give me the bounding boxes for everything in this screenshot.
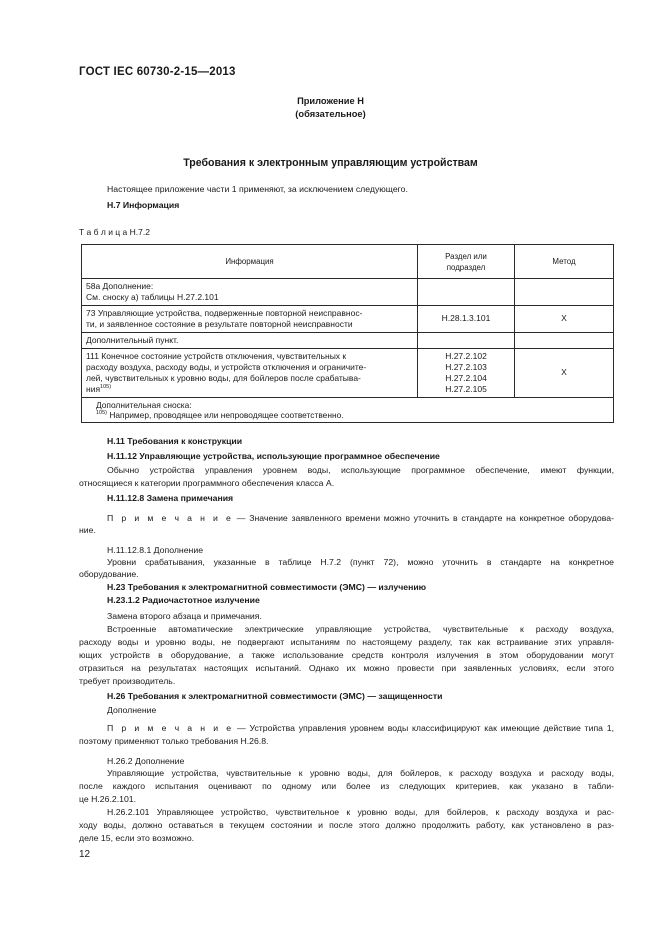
header-section-line1: Раздел или xyxy=(445,251,487,261)
note-2-line2: поэтому применяют только требования Н.26.8. xyxy=(79,736,269,746)
page-number: 12 xyxy=(79,849,91,860)
row4-section-4: Н.27.2.105 xyxy=(445,384,487,395)
table-header-row xyxy=(82,245,614,279)
section-heading-h23: Н.23 Требования к электромагнитной совместимости (ЭМС) — излучению xyxy=(107,582,427,592)
section-heading-h23-1-2: Н.23.1.2 Радиочастотное излучение xyxy=(107,595,260,605)
paragraph-4-line4: отразиться на результатах настоящих испытаний. Однако их можно провести при заявленных условиях, если этого xyxy=(79,663,614,673)
row1-line1: 58а Дополнение: xyxy=(86,280,154,291)
note-1-label: П р и м е ч а н и е xyxy=(107,513,234,523)
row4-line1: 111 Конечное состояние устройств отключения, чувствительных к xyxy=(86,350,347,361)
paragraph-4-line5: требует производитель. xyxy=(79,676,176,686)
table-caption: Т а б л и ц а Н.7.2 xyxy=(79,227,150,237)
paragraph-7-line2: ходу воды, должно оставаться в текущем состоянии и после этого должно продолжить работу, как установлено в раз- xyxy=(79,820,614,830)
paragraph-6-line1: Управляющие устройства, чувствительные к уровню воды, для бойлеров, к расходу воздуха и расходу воды, xyxy=(107,768,614,778)
row4-line4 xyxy=(86,384,413,395)
appendix-name: Приложение Н xyxy=(297,96,364,106)
row2-info xyxy=(82,306,418,333)
table-row xyxy=(82,306,614,333)
row3-method xyxy=(515,333,614,349)
subsection-h26-2: Н.26.2 Дополнение xyxy=(107,756,185,766)
paragraph-1-line2: относящиеся к категории программного обеспечения класса А. xyxy=(79,478,335,488)
section-heading-h26: Н.26 Требования к электромагнитной совместимости (ЭМС) — защищенности xyxy=(107,691,443,701)
paragraph-4-line3: ющих устройств в оборудование, а также использование средств контроля излучения в этом оборудовании могут xyxy=(79,650,614,660)
row2-line1: 73 Управляющие устройства, подверженные повторной неисправнос- xyxy=(86,307,363,318)
header-section xyxy=(418,245,515,279)
row1-section xyxy=(418,279,515,306)
table-row xyxy=(82,279,614,306)
row4-section xyxy=(418,349,515,398)
table-note-line2 xyxy=(96,410,609,421)
row1-method xyxy=(515,279,614,306)
paragraph-3: Замена второго абзаца и примечания. xyxy=(107,611,262,621)
row4-line3: лей, чувствительных к уровню воды, для бойлеров после срабатыва- xyxy=(86,373,361,383)
note-2-text: — Устройства управления уровнем воды классифицируют как имеющие действие типа 1, xyxy=(233,723,614,733)
row4-info xyxy=(82,349,418,398)
table-note-text: Например, проводящее или непроводящее соответственно. xyxy=(107,410,344,420)
row3-section xyxy=(418,333,515,349)
note-2-line1 xyxy=(107,722,614,734)
paragraph-1-line1: Обычно устройства управления уровнем воды, использующие программное обеспечение, имеют функции, xyxy=(107,465,614,475)
paragraph-2-line1: Уровни срабатывания, указанные в таблице Н.7.2 (пункт 72), можно уточнить в стандарте на конкретное xyxy=(107,557,614,567)
header-method: Метод xyxy=(515,245,614,279)
section-heading-h7: Н.7 Информация xyxy=(107,200,180,210)
row4-line4-text: ния xyxy=(86,384,101,395)
table-note xyxy=(82,398,614,423)
table-row xyxy=(82,333,614,349)
paragraph-4-line1: Встроенные автоматические электрические управляющие устройства, чувствительные к расходу воздуха, xyxy=(107,624,614,634)
table-note-line1: Дополнительная сноска: xyxy=(96,399,192,410)
header-info: Информация xyxy=(82,245,418,279)
footnote-ref-105: 105) xyxy=(100,384,112,391)
document-title: Требования к электронным управляющим устройствам xyxy=(183,157,478,169)
row1-line2: См. сноску а) таблицы Н.27.2.101 xyxy=(86,292,219,302)
paragraph-5: Дополнение xyxy=(107,705,157,715)
table-row xyxy=(82,349,614,398)
row2-method: Х xyxy=(515,306,614,333)
section-heading-h11: Н.11 Требования к конструкции xyxy=(107,436,243,446)
table-note-row xyxy=(82,398,614,423)
row4-section-1: Н.27.2.102 xyxy=(445,350,487,361)
row2-section: Н.28.1.3.101 xyxy=(418,306,515,333)
header-section-line2: подраздел xyxy=(446,262,486,272)
note-1-line1 xyxy=(107,512,614,524)
document-header: ГОСТ IEC 60730-2-15—2013 xyxy=(79,66,236,78)
table-note-sup: 105) xyxy=(96,410,108,417)
appendix-status: (обязательное) xyxy=(295,109,366,119)
paragraph-6-line3: це Н.26.2.101. xyxy=(79,794,137,804)
paragraph-7-line1: Н.26.2.101 Управляющее устройство, чувствительное к уровню воды, для бойлеров, к расходу воздуха и рас- xyxy=(107,807,614,817)
paragraph-4-line2: расходу воды и уровню воды, не подвергают испытаниям по настоящему разделу, так как встраивание этих управля- xyxy=(79,637,614,647)
section-heading-h11-12: Н.11.12 Управляющие устройства, использующие программное обеспечение xyxy=(107,451,440,461)
row3-info: Дополнительный пункт. xyxy=(82,333,418,349)
row1-info xyxy=(82,279,418,306)
note-1-text: — Значение заявленного времени можно уточнить в стандарте на конкретное оборудова- xyxy=(233,513,614,523)
row2-line2: ти, и заявленное состояние в результате повторной неисправности xyxy=(86,319,353,329)
info-table xyxy=(81,244,614,423)
paragraph-7-line3: деле 15, если это возможно. xyxy=(79,833,195,843)
paragraph-6-line2: после каждого испытания оценивают по одному или более из следующих критериев, как указано в табли- xyxy=(79,781,614,791)
paragraph-2-line2: оборудование. xyxy=(79,569,139,579)
row4-method: Х xyxy=(515,349,614,398)
note-2-label: П р и м е ч а н и е xyxy=(107,723,234,733)
section-heading-h11-12-8: Н.11.12.8 Замена примечания xyxy=(107,493,234,503)
subsection-h11-12-8-1: Н.11.12.8.1 Дополнение xyxy=(107,545,204,555)
note-1-line2: ние. xyxy=(79,525,96,535)
intro-paragraph: Настоящее приложение части 1 применяют, за исключением следующего. xyxy=(107,184,408,194)
row4-section-2: Н.27.2.103 xyxy=(445,361,487,372)
row4-line2: расходу воздуха, расходу воды, и устройств отключения и ограничите- xyxy=(86,361,367,372)
row4-section-3: Н.27.2.104 xyxy=(445,373,487,383)
